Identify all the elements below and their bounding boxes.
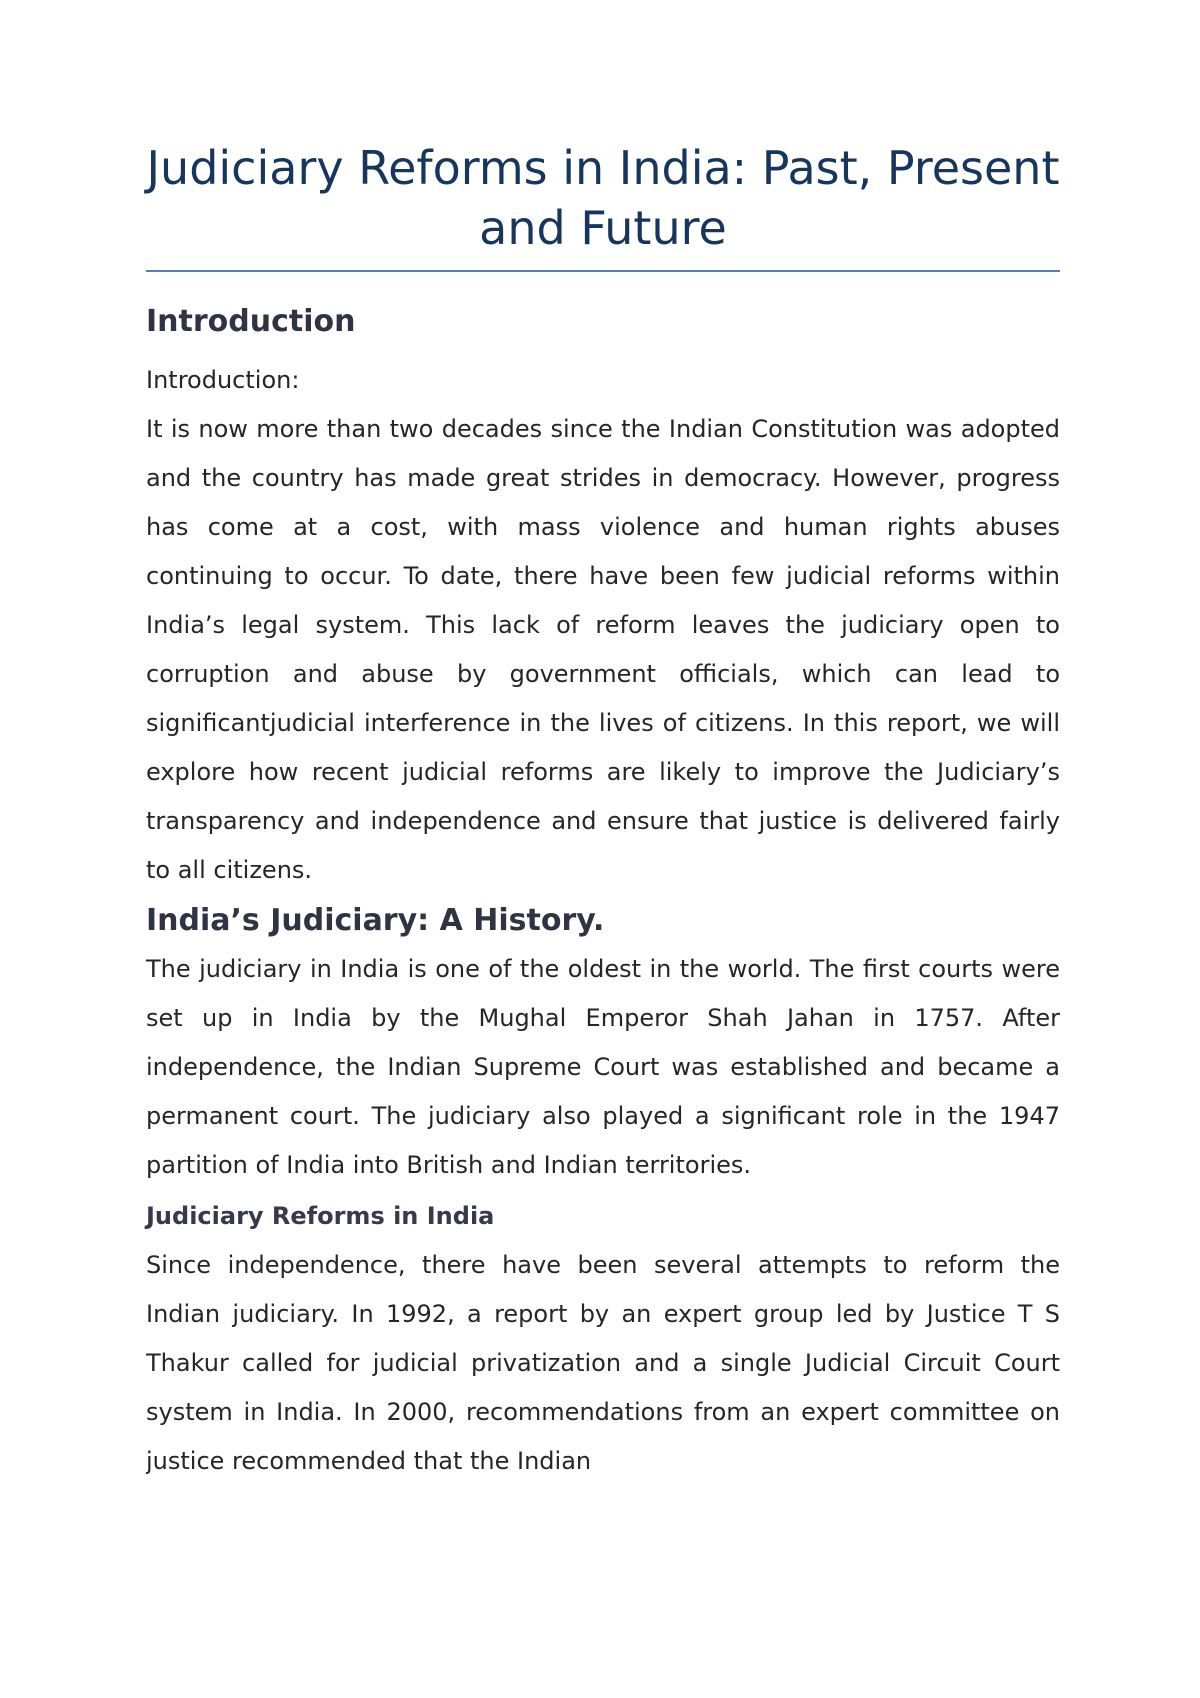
section-body: The judiciary in India is one of the oldest in the world. The first courts were set up in India by the Mughal Emperor Shah Jahan in 1757. After independence, the Indian Supreme Court was established and became a permanent court. The judiciary also played a significant role in the 1947 partition of India into British and Indian territories.	[146, 955, 1060, 1179]
section-body: Since independence, there have been several attempts to reform the Indian judiciary. In 1992, a report by an expert group led by Justice T S Thakur called for judicial privatization and a single Judicial Circuit Court system in India. In 2000, recommendations from an expert committee on justice recommended that the Indian	[146, 1251, 1060, 1475]
section-history	[146, 901, 1060, 1190]
section-heading: Introduction	[146, 304, 356, 339]
section-label: Introduction:	[146, 366, 300, 394]
title-underline	[146, 270, 1060, 272]
subsection-heading: Judiciary Reforms in India	[146, 1202, 495, 1230]
document-title: Judiciary Reforms in India: Past, Present and Future	[146, 141, 1060, 255]
section-heading: India’s Judiciary: A History.	[146, 903, 605, 938]
section-introduction	[146, 302, 1060, 895]
section-reforms	[146, 1192, 1060, 1486]
document-page	[146, 138, 1060, 1486]
section-body: It is now more than two decades since the Indian Constitution was adopted and the country has made great strides in democracy. However, progress has come at a cost, with mass violence and human rights abuses continuing to occur. To date, there have been few judicial reforms within India’s legal system. This lack of reform leaves the judiciary open to corruption and abuse by government officials, which can lead to significantjudicial interference in the lives of citizens. In this report, we will explore how recent judicial reforms are likely to improve the Judiciary’s transparency and independence and ensure that justice is delivered fairly to all citizens.	[146, 415, 1060, 884]
